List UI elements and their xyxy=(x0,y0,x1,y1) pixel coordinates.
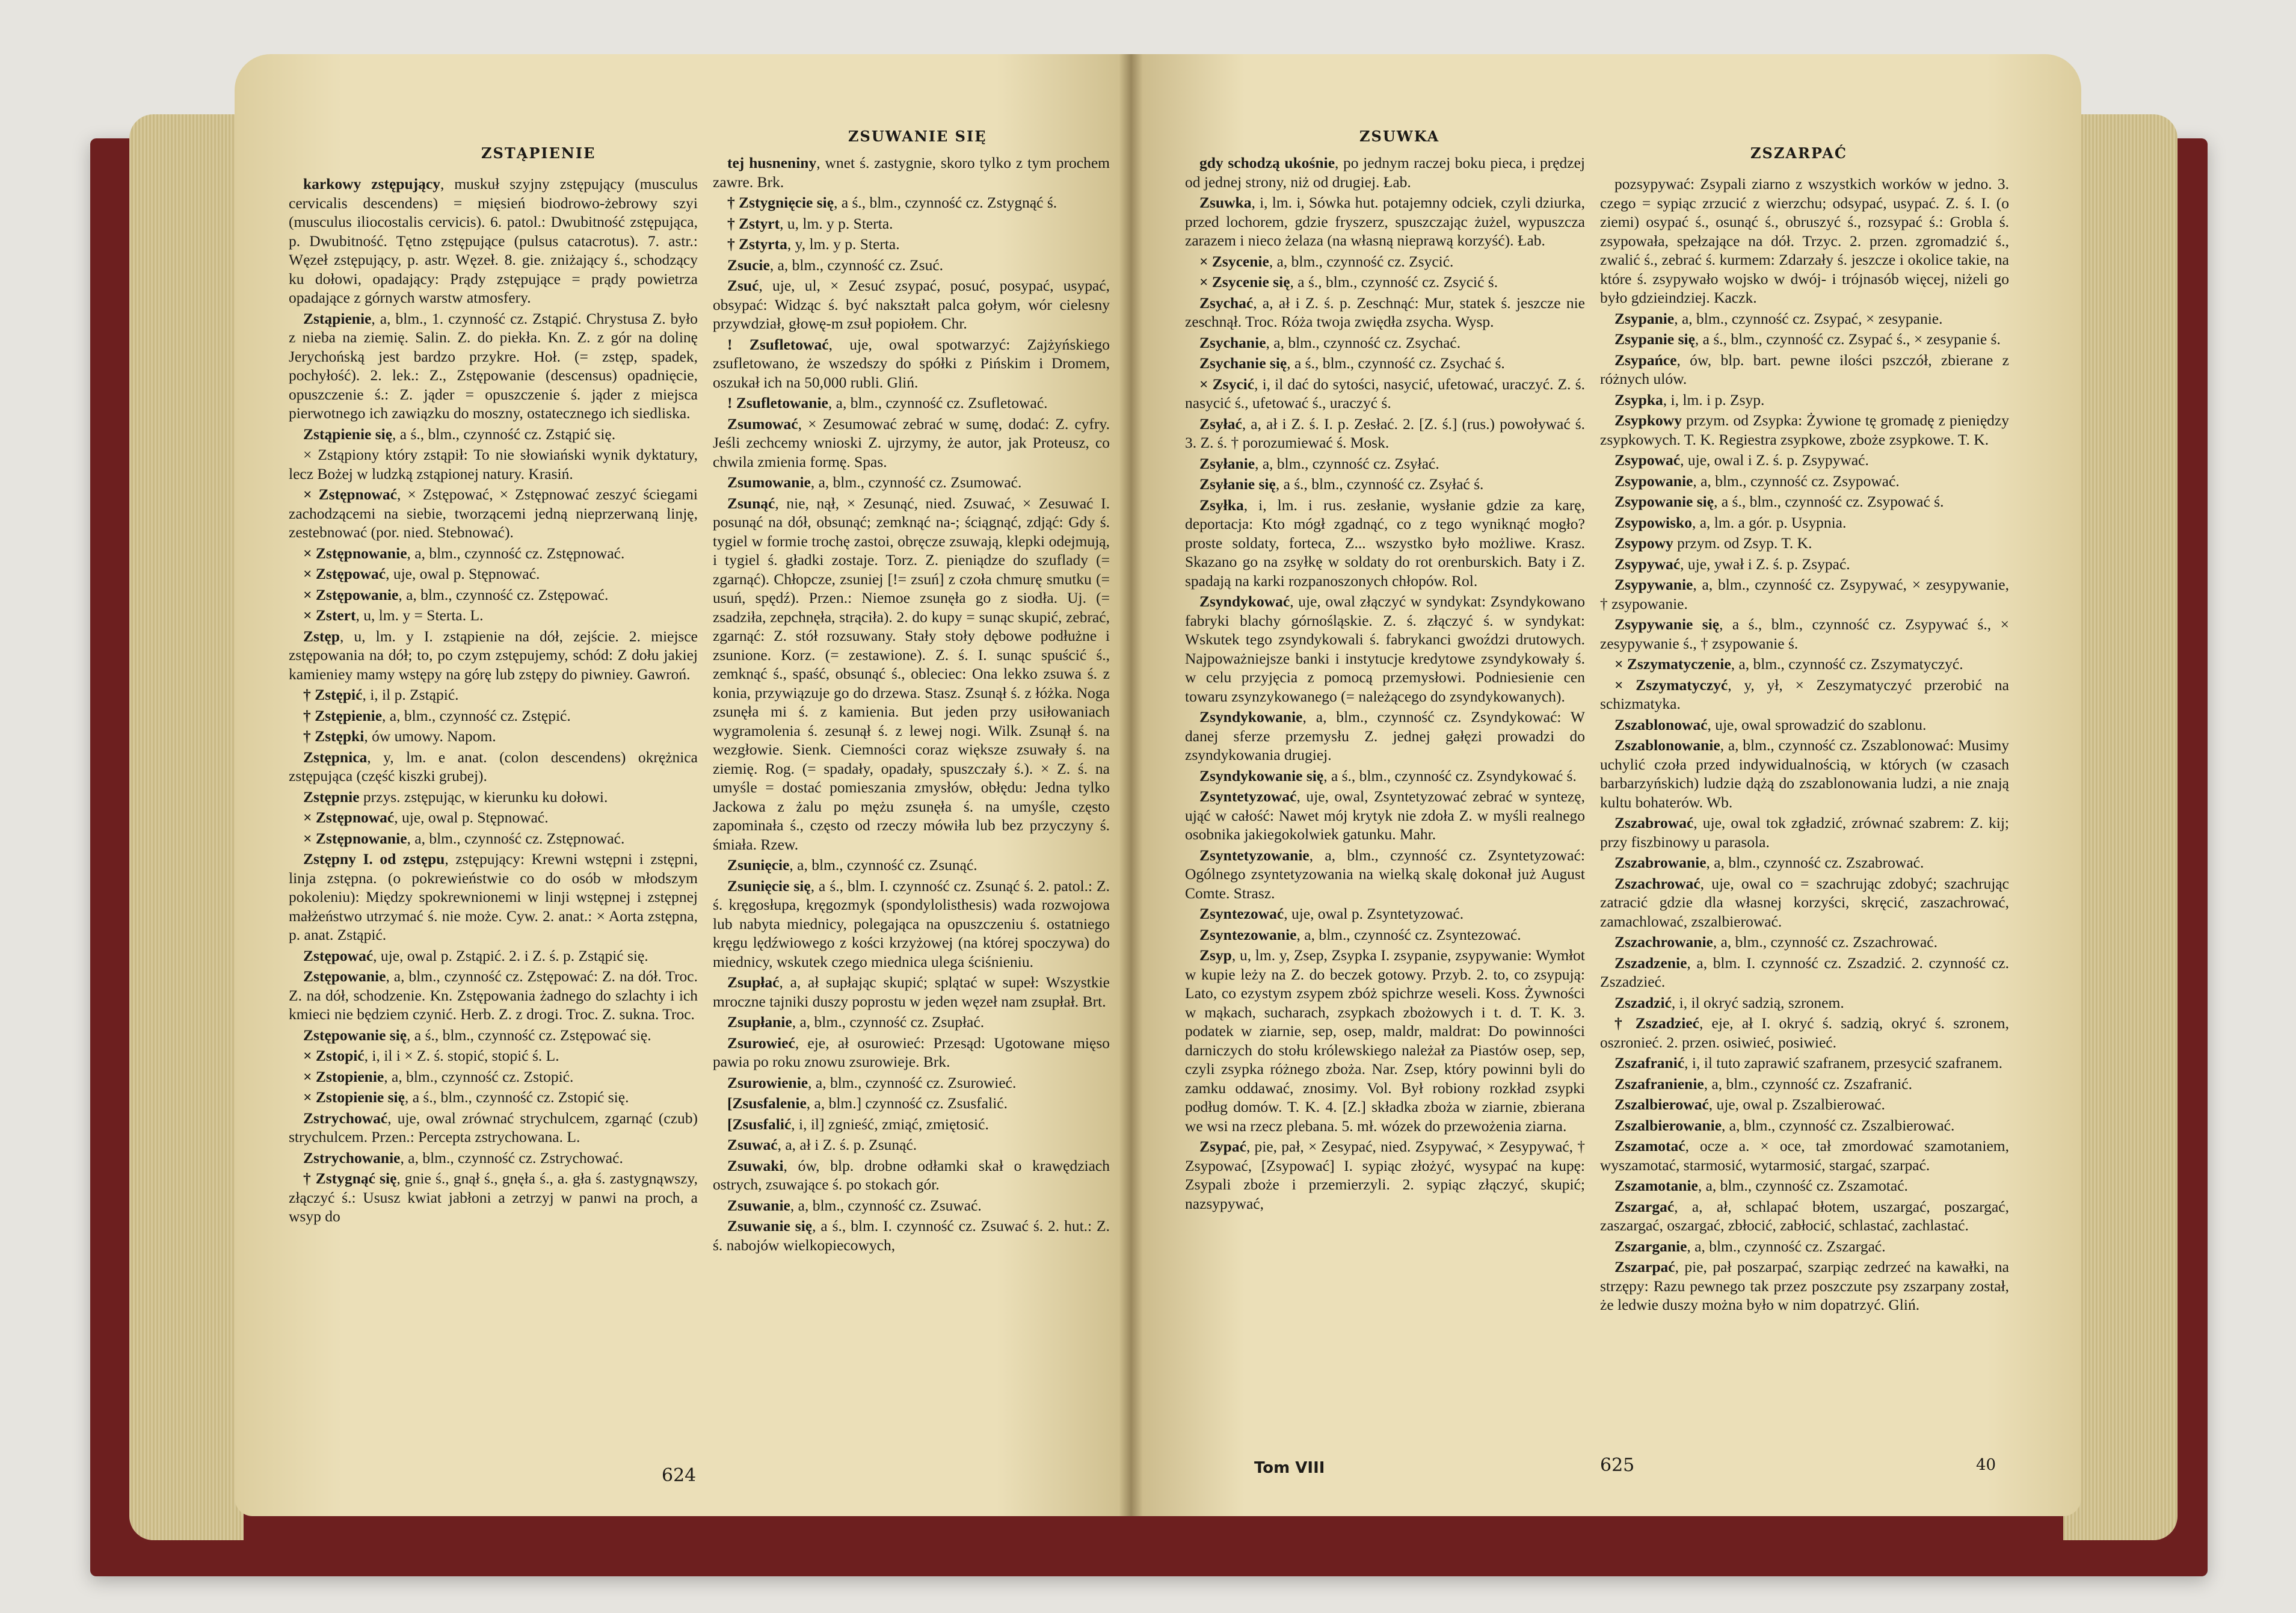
entry-headword: † Zszadzieć xyxy=(1614,1014,1699,1032)
dictionary-entry: Zsumowanie, a, blm., czynność cz. Zsumować. xyxy=(727,473,1022,491)
dictionary-entry: × Zstert, u, lm. y = Sterta. L. xyxy=(303,606,484,624)
dictionary-entry: Zsuwka, i, lm. i, Sówka hut. potajemny odciek, czyli dziurka, przed lochorem, gdzie fryszerz, spuszczając żużel, wypuszcza zarazem i nieco żelaza (na własną nieprawą korzyść). Łab. xyxy=(1185,194,1585,249)
entry-headword: Zszafranić xyxy=(1614,1054,1685,1072)
book-gutter xyxy=(1119,54,1143,1516)
dictionary-entry: Zsuwać, a, ał i Z. ś. p. Zsunąć. xyxy=(727,1136,917,1153)
entry-headword: Zszalbierowanie xyxy=(1614,1116,1722,1134)
dictionary-entry: Zsyntezowanie, a, blm., czynność cz. Zsyntezować. xyxy=(1199,925,1521,943)
dictionary-entry: [Zsusfalić, i, il] zgnieść, zmiąć, zmiętosić. xyxy=(727,1115,989,1133)
dictionary-entry: Zsypowanie, a, blm., czynność cz. Zsypować. xyxy=(1614,472,1900,490)
entry-headword: Zsypać xyxy=(1199,1138,1246,1155)
entry-headword: Zsyntezowanie xyxy=(1199,925,1297,943)
entry-headword: ! Zsufletowanie xyxy=(727,394,828,412)
entry-headword: Zszalbierować xyxy=(1614,1096,1709,1113)
entry-headword: × Zstert xyxy=(303,606,356,624)
entry-headword: Zstępnie xyxy=(303,788,360,806)
entry-headword: Zszabrowanie xyxy=(1614,854,1707,871)
entry-headword: Zsypowisko xyxy=(1614,513,1692,531)
entry-headword: Zsychanie xyxy=(1199,333,1266,351)
dictionary-entry: Zsumować, × Zesumować zebrać w sumę, dodać: Z. cyfry. Jeśli zechcemy wnioski Z. ujrzymy, że autor, jak Proteusz, co chwila zmienia formę. Spas. xyxy=(713,415,1110,470)
entry-headword: † Zstępienie xyxy=(303,706,383,724)
dictionary-entry: † Zstyrt, u, lm. y p. Sterta. xyxy=(727,214,893,232)
entry-headword: Zsyp xyxy=(1199,946,1232,964)
dictionary-entry: Zsychanie się, a ś., blm., czynność cz. Zsychać ś. xyxy=(1199,354,1505,372)
entry-headword: Zszablonować xyxy=(1614,715,1708,733)
dictionary-entry: Zsypywanie się, a ś., blm., czynność cz. Zsypywać ś., × zesypywanie ś., † zsypowanie ś. xyxy=(1600,615,2009,652)
dictionary-entry: Zszalbierowanie, a, blm., czynność cz. Zszalbierować. xyxy=(1614,1116,1955,1134)
entry-headword: × Zstępnowanie xyxy=(303,829,407,847)
dictionary-entry: × Zstępnować, × Zstępować, × Zstępnować zeszyć ściegami zachodzącemi na siebie, tworzącemi jedną nieprzerwaną linję, zestebnować (por. nied. Stebnować). xyxy=(289,486,698,541)
dictionary-entry: † Zstygnięcie się, a ś., blm., czynność cz. Zstygnąć ś. xyxy=(727,194,1057,211)
dictionary-entry: Zsyłać, a, ał i Z. ś. I. p. Zesłać. 2. [Z. ś.] (rus.) powoływać ś. 3. Z. ś. † porozumiewać ś. Mosk. xyxy=(1185,415,1585,451)
entry-headword: Zsyndykowanie xyxy=(1199,708,1303,726)
entry-headword: Zszamotanie xyxy=(1614,1177,1698,1194)
dictionary-entry: Zsypkowy przym. od Zsypka: Żywione tę gromadę z pieniędzy zsypkowych. T. K. Regiestra zsypkowe, zboże zsypkowe. T. K. xyxy=(1600,412,2009,448)
entry-headword: Zsypkowy xyxy=(1614,412,1682,429)
entry-headword: Zsyndykowanie się xyxy=(1199,766,1324,785)
entry-headword: Zszafranienie xyxy=(1614,1075,1704,1093)
signature-mark: 40 xyxy=(1976,1456,1996,1474)
dictionary-entry: Zsupłać, a, ał supłając skupić; splątać w supeł: Wszystkie mroczne tajniki duszy poprostu w jeden węzeł nam zsupłał. Brt. xyxy=(713,973,1110,1010)
entry-headword: karkowy zstępujący xyxy=(303,175,440,193)
entry-headword: Zstąpienie xyxy=(303,309,372,327)
dictionary-entry: Zsuwanie się, a ś., blm. I. czynność cz. Zsuwać ś. 2. hut.: Z. ś. nabojów wielkopiecowych, xyxy=(713,1217,1110,1254)
dictionary-entry: Zszarganie, a, blm., czynność cz. Zszargać. xyxy=(1614,1237,1886,1255)
dictionary-entry: tej husneniny, wnet ś. zastygnie, skoro tylko z tym prochem zawre. Brk. xyxy=(713,154,1110,191)
entry-headword: Zsychanie się xyxy=(1199,354,1287,372)
dictionary-entry: Zsypanie, a, blm., czynność cz. Zsypać, × zesypanie. xyxy=(1614,309,1943,327)
dictionary-entry: † Zstyrta, y, lm. y p. Sterta. xyxy=(727,235,900,253)
entry-headword: † Zstyrta xyxy=(727,235,787,253)
dictionary-entry: † Zszadzieć, eje, ał I. okryć ś. sadzią, okryć ś. szronem, oszronieć. 2. przen. osiwieć, posiwieć. xyxy=(1600,1014,2009,1051)
dictionary-entry: Zszadzenie, a, blm. I. czynność cz. Zszadzić. 2. czynność cz. Zszadzieć. xyxy=(1600,954,2009,990)
dictionary-entry: Zstępowanie się, a ś., blm., czynność cz. Zstępować się. xyxy=(303,1026,651,1044)
entry-headword: Zsumowanie xyxy=(727,473,811,491)
dictionary-entry: ! Zsufletowanie, a, blm., czynność cz. Zsufletować. xyxy=(727,394,1048,412)
entry-headword: Zsurowieć xyxy=(727,1034,795,1052)
dictionary-entry: Zsyntetyzowanie, a, blm., czynność cz. Zsyntetyzować: Ogólnego zsyntetyzowania na wielką skalę dokonał już August Comte. Strasz. xyxy=(1185,846,1585,902)
entry-headword: Zsuwanie xyxy=(727,1196,790,1214)
entry-headword: Zsyłanie xyxy=(1199,454,1255,472)
entry-headword: ! Zsufletować xyxy=(727,335,829,353)
dictionary-entry: Zszabrowanie, a, blm., czynność cz. Zszabrować. xyxy=(1614,854,1924,871)
entry-headword: × Zstępnować xyxy=(303,809,395,826)
entry-headword: Zszarganie xyxy=(1614,1237,1687,1255)
entry-headword: Zszablonowanie xyxy=(1614,736,1720,754)
page-edges-left xyxy=(129,114,244,1540)
entry-headword: Zsypka xyxy=(1614,390,1663,409)
dictionary-entry: × Zstąpiony który zstąpił: To nie słowiański wynik dyktatury, lecz Bożej w ludzką zstąpionej natury. Krasiń. xyxy=(289,446,698,483)
dictionary-entry: Zstępny I. od zstępu, zstępujący: Krewni wstępni i zstępni, linja zstępna. (o pokrewieństwie co do osób w młodszym pokoleniu): Między spokrewnionemi w linji wstępnej i zstępnej małżeństwo utrzymać ś. nie może. Cyw. 2. anat.: × Aorta zstępna, p. anat. Zstąpić. xyxy=(289,850,698,943)
dictionary-entry: × Zszymatyczyć, y, ył, × Zeszymatyczyć przerobić na schizmatyka. xyxy=(1600,676,2009,712)
entry-headword: Zstępnica xyxy=(303,748,368,766)
dictionary-entry: Zsychać, a, ał i Z. ś. p. Zeschnąć: Mur, statek ś. jeszcze nie zeschnął. Troc. Róża twoja zwiędła zsycha. Wysp. xyxy=(1185,294,1585,330)
dictionary-entry: Zsuwaki, ów, blp. drobne odłamki skał o krawędziach ostrych, zsuwające ś. po stokach gór. xyxy=(713,1156,1110,1193)
dictionary-entry: × Zstępować, uje, owal p. Stępnować. xyxy=(303,565,540,582)
entry-headword: Zsuwanie się xyxy=(727,1217,813,1235)
dictionary-entry: Zsyp, u, lm. y, Zsep, Zsypka I. zsypanie, zsypywanie: Wymłot w kupie leży na Z. do beczek gotowy. Przyb. 2. to, co zsypują: Lato, co ezystym zsypem zbóż spichrze weseli. Koss. Żywności w mąkach, sucharach, zsypkach zbożowych i t. d. T. K. 3. podatek w ziarnie, sep, osep, maldr, maldrat: Do powinności darniczych do stołu królewskiego należał za Piastów osep, sep, czyli zsypka różnego zboża. Nar. Zsep, który powinni byli do zamku oddawać, znosimy. Vol. Był robiony rozkład zsypki podług domów. T. K. 4. [Z.] składka zboża w ziarnie, zbierana we wsi na rzecz plebana. 5. mł. wózek do przewożenia ziarna. xyxy=(1185,946,1585,1135)
entry-headword: Zsucie xyxy=(727,256,770,274)
dictionary-entry: Zsuć, uje, ul, × Zesuć zsypać, posuć, posypać, usypać, obsypać: Widząc ś. być nakształt palca gołym, wór cielesny przywdział, głowę-m zsuł popiołem. Chr. xyxy=(713,277,1110,332)
dictionary-entry: Zsurowieć, eje, ał osurowieć: Przesąd: Ugotowane mięso pawia po roku znowu zsurowieje. Brk. xyxy=(713,1034,1110,1070)
entry-headword: Zszadzenie xyxy=(1614,954,1687,972)
dictionary-entry: Zsyndykowanie, a, blm., czynność cz. Zsyndykować: W danej sferze przemysłu Z. jednej gałęzi prowadzi do zsyndykowania drugiej. xyxy=(1185,708,1585,763)
entry-headword: Zsypować xyxy=(1614,451,1681,469)
entry-headword: Zsunięcie się xyxy=(727,877,811,895)
dictionary-entry: † Zstępienie, a, blm., czynność cz. Zstępić. xyxy=(303,706,571,724)
entry-headword: × Zstopienie xyxy=(303,1067,384,1085)
entry-headword: Zsypywanie się xyxy=(1614,615,1720,633)
entry-headword: Zstrychowanie xyxy=(303,1149,401,1167)
entry-headword: × Zsycenie xyxy=(1199,252,1269,270)
dictionary-entry: × Zsycenie, a, blm., czynność cz. Zsycić. xyxy=(1199,252,1454,270)
dictionary-entry: † Zstępić, i, il p. Zstąpić. xyxy=(303,686,459,703)
dictionary-entry: Zszachrowanie, a, blm., czynność cz. Zszachrować. xyxy=(1614,933,1937,951)
entry-headword: Zsurowienie xyxy=(727,1073,808,1091)
dictionary-entry: Zstąpienie, a, blm., 1. czynność cz. Zstąpić. Chrystusa Z. było z nieba na ziemię. Salin. Z. do piekła. Kn. Z. z gór na dolinę Jerychońską jest bardzo przykre. Hoł. (= zstęp, spadek, pochyłość). 2. lek.: Z., Zstępowanie (descensus) opadnięcie, opuszczenie ś.: Z. jąder = opuszczenie ś. jąder z miejsca pierwotnego ich zawiązku do moszny, ostatecznego ich siedliska. xyxy=(289,309,698,422)
entry-headword: Zstępowanie xyxy=(303,967,386,985)
dictionary-entry: Zszarpać, pie, pał poszarpać, szarpiąc zedrzeć na kawałki, na strzępy: Razu pewnego tak przez poszczute psy zszarpany został, że ledwie duszy można było w nim dopatrzyć. Gliń. xyxy=(1600,1258,2009,1313)
dictionary-entry: Zszachrować, uje, owal co = szachrując zdobyć; szachrując zatracić gdzie dla własnej korzyści, skręcić, zaszachrować, zamachlować, zszalbierować. xyxy=(1600,874,2009,930)
dictionary-entry: Zsyntezować, uje, owal p. Zsyntetyzować. xyxy=(1199,905,1464,922)
entry-headword: Zsypowanie się xyxy=(1614,493,1714,510)
entry-headword: Zstępować xyxy=(303,946,374,964)
entry-headword: Zsyłka xyxy=(1199,496,1244,514)
entry-headword: × Zstępnować xyxy=(303,486,397,503)
entry-headword: Zsyłanie się xyxy=(1199,475,1276,493)
entry-headword: Zsypywanie xyxy=(1614,576,1693,593)
dictionary-entry: [Zsusfalenie, a, blm.] czynność cz. Zsusfalić. xyxy=(727,1094,1008,1112)
dictionary-entry: Zstępnica, y, lm. e anat. (colon descendens) okrężnica zstępująca (część kiszki grubej). xyxy=(289,748,698,785)
right-page-column-1 xyxy=(1185,153,1585,1429)
left-page-number: 624 xyxy=(662,1465,697,1486)
dictionary-entry: Zszafranić, i, il tuto zaprawić szafranem, przesycić szafranem. xyxy=(1614,1054,2003,1072)
entry-headword: × Zsycić xyxy=(1199,375,1255,393)
dictionary-entry: Zsypańce, ów, blp. bart. pewne ilości pszczół, zbierane z różnych ulów. xyxy=(1600,351,2009,387)
entry-headword: Zsunąć xyxy=(727,494,775,512)
entry-headword: † Zstępki xyxy=(303,727,365,745)
entry-headword: × Zszymatyczenie xyxy=(1614,655,1731,673)
dictionary-entry: × Zsycenie się, a ś., blm., czynność cz. Zsycić ś. xyxy=(1199,273,1498,291)
dictionary-entry: Zsyłanie, a, blm., czynność cz. Zsyłać. xyxy=(1199,454,1439,472)
entry-headword: × Zsycenie się xyxy=(1199,273,1290,291)
dictionary-entry: Zsypować, uje, owal i Z. ś. p. Zsypywać. xyxy=(1614,451,1869,469)
entry-headword: Zsychać xyxy=(1199,294,1254,312)
dictionary-entry: Zsypowy przym. od Zsyp. T. K. xyxy=(1614,534,1812,552)
dictionary-entry: × Zszymatyczenie, a, blm., czynność cz. Zszymatyczyć. xyxy=(1614,655,1963,673)
dictionary-entry: Zszargać, a, ał, schlapać błotem, uszargać, poszargać, zaszargać, oszargać, zbłocić, zabłocić, schlastać, zachlastać. xyxy=(1600,1197,2009,1234)
entry-headword: Zsypowy xyxy=(1614,534,1673,552)
entry-headword: Zsyntezować xyxy=(1199,905,1284,922)
entry-headword: Zsypanie xyxy=(1614,309,1675,327)
entry-headword: × Zstopienie się xyxy=(303,1088,405,1106)
dictionary-entry: Zsychanie, a, blm., czynność cz. Zsychać. xyxy=(1199,333,1461,351)
entry-headword: Zstąpienie się xyxy=(303,425,393,443)
dictionary-entry: Zsypywanie, a, blm., czynność cz. Zsypywać, × zesypywanie, † zsypowanie. xyxy=(1600,576,2009,612)
left-header-left: ZSTĄPIENIE xyxy=(481,144,596,162)
entry-headword: Zstępny I. od zstępu xyxy=(303,850,445,868)
dictionary-entry: karkowy zstępujący, muskuł szyjny zstępujący (musculus cervicalis descendens) = mięsień biodrowo-żebrowy szyi (musculus iliocostalis cervicis). 6. patol.: Dwubitność zstępująca, p. Dwubitność. Tętno zstępujące (pulsus catacrotus). 7. astr.: Węzeł zstępujący, p. astr. Węzeł. 8. gie. zniżający ś., schodzący ku dołowi, opadający: Prądy zstępujące = prądy powietrza opadające z górnych warstw atmosfery. xyxy=(289,175,698,306)
entry-headword: Zsunięcie xyxy=(727,856,790,874)
dictionary-entry: Zsupłanie, a, blm., czynność cz. Zsupłać. xyxy=(727,1013,985,1031)
dictionary-entry: Zszalbierować, uje, owal p. Zszalbierować. xyxy=(1614,1096,1885,1113)
dictionary-entry: × Zstępnowanie, a, blm., czynność cz. Zstępnować. xyxy=(303,544,625,562)
entry-headword: × Zstępowanie xyxy=(303,585,399,603)
entry-headword: Zszachrowanie xyxy=(1614,933,1713,951)
dictionary-entry: † Zstępki, ów umowy. Napom. xyxy=(303,727,496,745)
dictionary-entry: Zsypanie się, a ś., blm., czynność cz. Zsypać ś., × zesypanie ś. xyxy=(1614,330,2001,348)
entry-headword: Zsyndykować xyxy=(1199,593,1290,610)
entry-headword: Zstępowanie się xyxy=(303,1026,407,1044)
entry-headword: Zsypywać xyxy=(1614,555,1681,573)
dictionary-entry: Zstrychować, uje, owal zrównać strychulcem, zgarnąć (czub) strychulcem. Przen.: Percepta zstrychowana. L. xyxy=(289,1109,698,1146)
entry-headword: × Zstopić xyxy=(303,1047,365,1064)
entry-headword: Zstrychować xyxy=(303,1109,388,1127)
entry-headword: Zsypowanie xyxy=(1614,472,1693,490)
dictionary-entry: Zsurowienie, a, blm., czynność cz. Zsurowieć. xyxy=(727,1073,1017,1091)
dictionary-entry: pozsypywać: Zsypali ziarno z wszystkich worków w jedno. 3. czego = sypiąc zrzucić z wierzchu; odsypać, usypać. Z. ś. I. (o ziemi) osypać ś., osunąć ś., obruszyć ś., rozsypać ś.: Grobla ś. zsypowała, spełzające na dół. Trzyc. 2. przen. zgromadzić ś., zwalić ś., zebrać ś. kurmem: Zdarzały ś. jeszcze i okolice takie, na które ś. zsypywało wojsko w dwój- i trójnasób więcej, niżeli go było gdzieindziej. Kaczk. xyxy=(1600,175,2009,306)
entry-headword: Zszadzić xyxy=(1614,993,1672,1011)
entry-headword: Zsypańce xyxy=(1614,351,1677,369)
dictionary-entry: gdy schodzą ukośnie, po jednym raczej boku pieca, i prędzej od jednej strony, niż od drugiej. Łab. xyxy=(1185,154,1585,191)
entry-headword: Zszabrować xyxy=(1614,814,1694,831)
entry-headword: Zsuć xyxy=(727,277,759,294)
entry-headword: Zstęp xyxy=(303,627,340,645)
entry-headword: tej husneniny xyxy=(727,154,817,171)
dictionary-entry: ! Zsufletować, uje, owal spotwarzyć: Zajżyńskiego zsufletowano, że wszedszy do spółki z Pińskim i Dromem, oszukał ich na 50,000 rubli. Gliń. xyxy=(713,335,1110,391)
dictionary-entry: Zsyndykowanie się, a ś., blm., czynność cz. Zsyndykować ś. xyxy=(1199,766,1577,785)
dictionary-entry: Zstąpienie się, a ś., blm., czynność cz. Zstąpić się. xyxy=(303,425,616,443)
entry-headword: Zszamotać xyxy=(1614,1137,1685,1155)
dictionary-entry: Zsyndykować, uje, owal złączyć w syndykat: Zsyndykowano fabryki blachy górnośląskie. Z. ś. złączyć ś. w syndykat: Wskutek tego zsyndykowali ś. fabrykanci gwoździ drutowych. Najpoważniejsze banki i instytucje kredytowe zsyndykowały ś. w celu przyjęcia z pomocą przemysłowi. Podniesienie cen towaru zsynzykowanego (= należącego do zsyndykowanych). xyxy=(1185,593,1585,705)
entry-headword: Zszarpać xyxy=(1614,1258,1675,1275)
dictionary-entry: Zstępować, uje, owal p. Zstąpić. 2. i Z. ś. p. Zstąpić się. xyxy=(303,946,648,964)
dictionary-entry: Zsypowisko, a, lm. a gór. p. Usypnia. xyxy=(1614,513,1847,531)
entry-headword: Zsupłać xyxy=(727,973,780,991)
entry-headword: † Zstyrt xyxy=(727,214,780,232)
entry-headword: † Zstygnąć się xyxy=(303,1170,397,1187)
dictionary-entry: Zszablonowanie, a, blm., czynność cz. Zszablonować: Musimy uchylić czoła przed indywidualnością, w których (w czasach barbarzyńskich) ludzie dążą do zszablonowania ludzi, a nie znają kultu bohaterów. Wb. xyxy=(1600,736,2009,811)
right-page-number: 625 xyxy=(1600,1455,1635,1476)
right-header-right: ZSZARPAĆ xyxy=(1750,144,1847,162)
left-page-column-2 xyxy=(713,153,1110,1429)
dictionary-entry: Zsypywać, uje, ywał i Z. ś. p. Zsypać. xyxy=(1614,555,1850,573)
dictionary-entry: Zsuwanie, a, blm., czynność cz. Zsuwać. xyxy=(727,1196,982,1214)
entry-headword: [Zsusfalić xyxy=(727,1115,792,1133)
entry-headword: gdy schodzą ukośnie xyxy=(1199,154,1335,171)
dictionary-entry: × Zstępnować, uje, owal p. Stępnować. xyxy=(303,809,549,826)
dictionary-entry: Zsucie, a, blm., czynność cz. Zsuć. xyxy=(727,256,944,274)
entry-headword: × Zszymatyczyć xyxy=(1614,676,1728,694)
volume-label: Tom VIII xyxy=(1254,1459,1325,1477)
entry-headword: † Zstygnięcie się xyxy=(727,194,834,211)
entry-headword: [Zsusfalenie xyxy=(727,1094,807,1112)
dictionary-entry: × Zstopić, i, il i × Z. ś. stopić, stopić ś. L. xyxy=(303,1047,559,1064)
entry-headword: † Zstępić xyxy=(303,686,363,703)
dictionary-entry: Zszabrować, uje, owal tok zgładzić, zrównać szabrem: Z. kij; przy fiszbinowy u parasola. xyxy=(1600,814,2009,851)
dictionary-entry: Zstępowanie, a, blm., czynność cz. Zstępować: Z. na dół. Troc. Z. na dół, schodzenie. Kn. Zstępowania żadnego do szlachty i ich kmieci nie będziem czynić. Herb. Z. z drogi. Troc. Z. sukna. Troc. xyxy=(289,967,698,1023)
dictionary-entry: Zszamotać, ocze a. × oce, tał zmordować szamotaniem, wyszamotać, starmosić, wytarmosić, stargać, szarpać. xyxy=(1600,1137,2009,1174)
dictionary-entry: × Zstępowanie, a, blm., czynność cz. Zstępować. xyxy=(303,585,609,603)
right-header-left: ZSUWKA xyxy=(1359,128,1440,145)
dictionary-entry: × Zsycić, i, il dać do sytości, nasycić, ufetować, uraczyć. Z. ś. nasycić ś., ufetować ś., uraczyć ś. xyxy=(1185,375,1585,412)
dictionary-entry: Zsypać, pie, pał, × Zesypać, nied. Zsypywać, × Zesypywać, † Zsypować, [Zsypować] I. sypiąc złożyć, wysypać na kupę: Zsypali zboże i przemierzyli. 2. sypiąc złączyć, skupić; nazsypywać, xyxy=(1185,1138,1585,1212)
entry-headword: Zszargać xyxy=(1614,1197,1675,1215)
dictionary-entry: Zstrychowanie, a, blm., czynność cz. Zstrychować. xyxy=(303,1149,623,1167)
entry-headword: Zsupłanie xyxy=(727,1013,792,1031)
entry-headword: Zsyłać xyxy=(1199,415,1242,433)
dictionary-entry: † Zstygnąć się, gnie ś., gnął ś., gnęła ś., a. gła ś. zastygnąwszy, złączyć ś.: Ususz kwiat jabłoni a zetrzyj w panwi na proch, a wsyp do xyxy=(289,1170,698,1225)
dictionary-entry: Zsypka, i, lm. i p. Zsyp. xyxy=(1614,390,1765,409)
dictionary-entry: Zsunąć, nie, nął, × Zesunąć, nied. Zsuwać, × Zesuwać I. posunąć na dół, obsunąć; zemknąć na-; ściągnąć, zdjąć: Gdy ś. tygiel w formie trochę zastoi, obręcze zsuwają, klepki odejmują, i tygiel ś. gładki zostaje. Torz. Z. pieniądze do szuflady (= zgarnąć). Chłopcze, zsuniej [!= zsuń] z czoła chmurę smutku (= usuń, spędź). Przen.: Niemoe zsunęła go z siodła. Uj. (= zsadziła, zepchnęła, strąciła). 2. do kupy = sunąc skupić, zebrać, zgarnąć: Z. stół rozsuwany. Stały stoły dębowe podłużne i zsunione. Korz. (= zestawione). Z. ś. I. sunąc spuścić ś., zemknąć ś., spaść, obsunąć ś., obleciec: Ona lekko zsuwa ś. z konia, przywiązuje go do drzewa. Stasz. Zsunął ś. z łóżka. Noga zsunęła mi ś. z kamienia. But jeden przy usiłowaniach wygramolenia ś. zesunął ś. z lewej nogi. Wilk. Zsunął ś. na wezgłowie. Sienk. Ciemności coraz większe zsuwały ś. na ziemię. Rog. (= spadały, opadały, spuszczały ś.). × Z. ś. na umyśle = dostać pomieszania zmysłów, obłędu: Jedna tylko Jackowa z żalu po mężu zsunęła ś. na umyśle, często zapominała ś., często od rzeczy mówiła lub bez przyczyny ś. śmiała. Rzew. xyxy=(713,494,1110,853)
left-header-right: ZSUWANIE SIĘ xyxy=(848,128,987,145)
entry-headword: × Zstępnowanie xyxy=(303,544,407,562)
dictionary-entry: Zszadzić, i, il okryć sadzią, szronem. xyxy=(1614,993,1844,1011)
dictionary-entry: Zszafranienie, a, blm., czynność cz. Zszafranić. xyxy=(1614,1075,1912,1093)
entry-headword: Zsuwaki xyxy=(727,1156,784,1174)
entry-headword: Zsypanie się xyxy=(1614,330,1695,348)
dictionary-entry: × Zstępnowanie, a, blm., czynność cz. Zstępnować. xyxy=(303,829,625,847)
dictionary-entry: Zstęp, u, lm. y I. zstąpienie na dół, zejście. 2. miejsce zstępowania na dół; to, po czym zstępujemy, schód: Z dołu jakiej kamieniey mamy wstępy na górę lub zstępy do piwniey. Gawroń. xyxy=(289,627,698,683)
dictionary-entry: Zsyłanie się, a ś., blm., czynność cz. Zsyłać ś. xyxy=(1199,475,1484,493)
left-page-column-1 xyxy=(289,174,698,1426)
dictionary-entry: × Zstopienie się, a ś., blm., czynność cz. Zstopić się. xyxy=(303,1088,629,1106)
dictionary-entry: Zsyntetyzować, uje, owal, Zsyntetyzować zebrać w syntezę, ująć w całość: Nawet mój krytyk nie zdoła Z. w myśli realnego osobnika jakiegokolwiek gatunku. Mahr. xyxy=(1185,788,1585,843)
entry-headword: Zszachrować xyxy=(1614,874,1700,892)
entry-headword: Zsyntetyzowanie xyxy=(1199,846,1310,864)
dictionary-entry: Zszamotanie, a, blm., czynność cz. Zszamotać. xyxy=(1614,1177,1908,1194)
dictionary-entry: Zsunięcie się, a ś., blm. I. czynność cz. Zsunąć ś. 2. patol.: Z. ś. kręgosłupa, kręgozmyk (spondylolisthesis) wada rozwojowa lub nabyta miednicy, polegająca na opuszczeniu ś. ostatniego kręgu lędźwiowego z kości krzyżowej (na której spoczywa) do miednicy, wskutek czego miednica ulega ściśnieniu. xyxy=(713,877,1110,970)
entry-headword: Zsuwka xyxy=(1199,194,1252,211)
dictionary-entry: Zsypowanie się, a ś., blm., czynność cz. Zsypować ś. xyxy=(1614,493,1944,510)
entry-headword: Zsyntetyzować xyxy=(1199,788,1297,805)
dictionary-entry: Zstępnie przys. zstępując, w kierunku ku dołowi. xyxy=(303,788,608,806)
dictionary-entry: Zszablonować, uje, owal sprowadzić do szablonu. xyxy=(1614,715,1927,733)
entry-headword: Zsumować xyxy=(727,415,798,433)
right-page-column-2 xyxy=(1600,174,2009,1426)
dictionary-entry: Zsyłka, i, lm. i rus. zesłanie, wysłanie gdzie za karę, deportacja: Kto mógł zgadnąć, co z tego wyniknąć mogło? proste soldaty, forteca, Z... wszystko było możliwe. Krasz. Skazano go na zsyłkę w soldaty do rot orenburskich. Baty i Z. spadają na karki rozpanoszonych chłopów. Rol. xyxy=(1185,496,1585,590)
dictionary-entry: × Zstopienie, a, blm., czynność cz. Zstopić. xyxy=(303,1067,574,1085)
entry-headword: × Zstępować xyxy=(303,565,386,582)
entry-headword: Zsuwać xyxy=(727,1136,778,1153)
dictionary-entry: Zsunięcie, a, blm., czynność cz. Zsunąć. xyxy=(727,856,977,874)
